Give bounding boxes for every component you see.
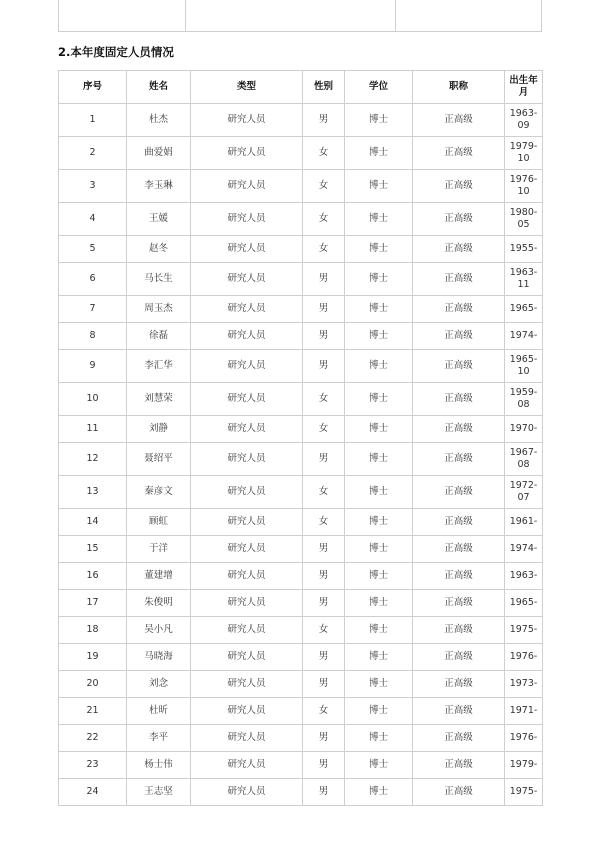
cell-type: 研究人员 xyxy=(191,350,303,383)
cell-birth: 1974- xyxy=(505,323,543,350)
cell-birth: 1979- xyxy=(505,752,543,779)
cell-gender: 男 xyxy=(303,263,345,296)
previous-table-fragment xyxy=(58,0,542,32)
cell-no: 22 xyxy=(59,725,127,752)
cell-no: 3 xyxy=(59,170,127,203)
table-row xyxy=(59,203,543,236)
cell-title: 正高级 xyxy=(413,590,505,617)
cell-gender: 女 xyxy=(303,617,345,644)
cell-name: 曲爱娟 xyxy=(127,137,191,170)
table-row xyxy=(59,383,543,416)
cell-birth: 1975- xyxy=(505,617,543,644)
cell-type: 研究人员 xyxy=(191,563,303,590)
header-gender: 性别 xyxy=(303,71,345,104)
cell-degree: 博士 xyxy=(345,383,413,416)
cell-name: 吴小凡 xyxy=(127,617,191,644)
cell-degree: 博士 xyxy=(345,350,413,383)
cell-degree: 博士 xyxy=(345,443,413,476)
cell-degree: 博士 xyxy=(345,236,413,263)
table-row xyxy=(59,170,543,203)
cell-birth: 1963- xyxy=(505,563,543,590)
table-header-row xyxy=(59,71,543,104)
cell-title: 正高级 xyxy=(413,296,505,323)
section-title: 2.本年度固定人员情况 xyxy=(58,45,174,59)
cell-gender: 男 xyxy=(303,563,345,590)
column-divider xyxy=(395,0,396,31)
cell-name: 刘静 xyxy=(127,416,191,443)
cell-birth: 1963-11 xyxy=(505,263,543,296)
cell-birth: 1976- xyxy=(505,725,543,752)
cell-no: 16 xyxy=(59,563,127,590)
cell-no: 4 xyxy=(59,203,127,236)
table-row xyxy=(59,443,543,476)
cell-birth: 1967-08 xyxy=(505,443,543,476)
cell-name: 刘慧荣 xyxy=(127,383,191,416)
cell-degree: 博士 xyxy=(345,203,413,236)
cell-name: 李玉琳 xyxy=(127,170,191,203)
cell-name: 徐磊 xyxy=(127,323,191,350)
cell-type: 研究人员 xyxy=(191,476,303,509)
cell-no: 19 xyxy=(59,644,127,671)
table-row xyxy=(59,137,543,170)
cell-title: 正高级 xyxy=(413,137,505,170)
cell-name: 马长生 xyxy=(127,263,191,296)
cell-name: 顾虹 xyxy=(127,509,191,536)
cell-degree: 博士 xyxy=(345,752,413,779)
table-row xyxy=(59,779,543,806)
table-row xyxy=(59,590,543,617)
cell-birth: 1976-10 xyxy=(505,170,543,203)
cell-title: 正高级 xyxy=(413,725,505,752)
cell-degree: 博士 xyxy=(345,323,413,350)
cell-type: 研究人员 xyxy=(191,263,303,296)
cell-title: 正高级 xyxy=(413,671,505,698)
cell-name: 马晓海 xyxy=(127,644,191,671)
cell-birth: 1955- xyxy=(505,236,543,263)
cell-no: 1 xyxy=(59,104,127,137)
cell-type: 研究人员 xyxy=(191,443,303,476)
cell-degree: 博士 xyxy=(345,563,413,590)
cell-degree: 博士 xyxy=(345,296,413,323)
table-row xyxy=(59,671,543,698)
cell-gender: 男 xyxy=(303,644,345,671)
cell-title: 正高级 xyxy=(413,236,505,263)
cell-degree: 博士 xyxy=(345,644,413,671)
cell-name: 周玉杰 xyxy=(127,296,191,323)
table-body xyxy=(59,104,543,806)
cell-degree: 博士 xyxy=(345,137,413,170)
cell-title: 正高级 xyxy=(413,698,505,725)
table-row xyxy=(59,104,543,137)
cell-title: 正高级 xyxy=(413,104,505,137)
cell-birth: 1971- xyxy=(505,698,543,725)
cell-title: 正高级 xyxy=(413,383,505,416)
cell-type: 研究人员 xyxy=(191,752,303,779)
cell-no: 20 xyxy=(59,671,127,698)
cell-gender: 男 xyxy=(303,350,345,383)
cell-title: 正高级 xyxy=(413,644,505,671)
cell-degree: 博士 xyxy=(345,725,413,752)
cell-birth: 1973- xyxy=(505,671,543,698)
cell-birth: 1959-08 xyxy=(505,383,543,416)
cell-type: 研究人员 xyxy=(191,236,303,263)
cell-type: 研究人员 xyxy=(191,617,303,644)
cell-gender: 女 xyxy=(303,698,345,725)
table-row xyxy=(59,509,543,536)
cell-birth: 1972-07 xyxy=(505,476,543,509)
cell-title: 正高级 xyxy=(413,536,505,563)
cell-no: 18 xyxy=(59,617,127,644)
cell-type: 研究人员 xyxy=(191,104,303,137)
cell-name: 李平 xyxy=(127,725,191,752)
cell-degree: 博士 xyxy=(345,698,413,725)
cell-gender: 男 xyxy=(303,779,345,806)
cell-gender: 女 xyxy=(303,509,345,536)
table-row xyxy=(59,323,543,350)
cell-no: 13 xyxy=(59,476,127,509)
cell-degree: 博士 xyxy=(345,263,413,296)
cell-no: 5 xyxy=(59,236,127,263)
cell-degree: 博士 xyxy=(345,617,413,644)
cell-type: 研究人员 xyxy=(191,509,303,536)
cell-no: 24 xyxy=(59,779,127,806)
cell-degree: 博士 xyxy=(345,671,413,698)
cell-no: 23 xyxy=(59,752,127,779)
cell-birth: 1965- xyxy=(505,590,543,617)
cell-gender: 男 xyxy=(303,443,345,476)
table-row xyxy=(59,617,543,644)
cell-name: 董建增 xyxy=(127,563,191,590)
cell-gender: 女 xyxy=(303,236,345,263)
table-row xyxy=(59,263,543,296)
cell-gender: 男 xyxy=(303,752,345,779)
cell-birth: 1974- xyxy=(505,536,543,563)
cell-gender: 男 xyxy=(303,296,345,323)
cell-type: 研究人员 xyxy=(191,203,303,236)
cell-degree: 博士 xyxy=(345,509,413,536)
table-row xyxy=(59,296,543,323)
cell-degree: 博士 xyxy=(345,779,413,806)
cell-type: 研究人员 xyxy=(191,383,303,416)
header-type: 类型 xyxy=(191,71,303,104)
cell-title: 正高级 xyxy=(413,443,505,476)
cell-no: 15 xyxy=(59,536,127,563)
cell-title: 正高级 xyxy=(413,617,505,644)
cell-no: 6 xyxy=(59,263,127,296)
cell-gender: 男 xyxy=(303,104,345,137)
header-birth: 出生年月 xyxy=(505,71,543,104)
cell-type: 研究人员 xyxy=(191,671,303,698)
cell-type: 研究人员 xyxy=(191,416,303,443)
cell-name: 刘念 xyxy=(127,671,191,698)
cell-degree: 博士 xyxy=(345,536,413,563)
cell-title: 正高级 xyxy=(413,263,505,296)
cell-gender: 女 xyxy=(303,137,345,170)
cell-gender: 女 xyxy=(303,170,345,203)
cell-name: 王媛 xyxy=(127,203,191,236)
table-row xyxy=(59,476,543,509)
cell-title: 正高级 xyxy=(413,350,505,383)
table-row xyxy=(59,236,543,263)
cell-title: 正高级 xyxy=(413,509,505,536)
cell-type: 研究人员 xyxy=(191,725,303,752)
cell-gender: 男 xyxy=(303,590,345,617)
cell-title: 正高级 xyxy=(413,203,505,236)
cell-no: 21 xyxy=(59,698,127,725)
table-row xyxy=(59,416,543,443)
header-no: 序号 xyxy=(59,71,127,104)
cell-gender: 男 xyxy=(303,671,345,698)
table-row xyxy=(59,563,543,590)
cell-type: 研究人员 xyxy=(191,296,303,323)
cell-degree: 博士 xyxy=(345,590,413,617)
cell-name: 赵冬 xyxy=(127,236,191,263)
cell-gender: 男 xyxy=(303,725,345,752)
cell-title: 正高级 xyxy=(413,416,505,443)
table-row xyxy=(59,752,543,779)
cell-title: 正高级 xyxy=(413,752,505,779)
table-row xyxy=(59,698,543,725)
cell-no: 2 xyxy=(59,137,127,170)
cell-type: 研究人员 xyxy=(191,323,303,350)
staff-table xyxy=(58,70,543,806)
cell-title: 正高级 xyxy=(413,323,505,350)
cell-birth: 1961- xyxy=(505,509,543,536)
cell-birth: 1970- xyxy=(505,416,543,443)
cell-degree: 博士 xyxy=(345,416,413,443)
cell-name: 杨士伟 xyxy=(127,752,191,779)
cell-name: 李汇华 xyxy=(127,350,191,383)
cell-no: 10 xyxy=(59,383,127,416)
cell-title: 正高级 xyxy=(413,779,505,806)
cell-degree: 博士 xyxy=(345,104,413,137)
cell-degree: 博士 xyxy=(345,476,413,509)
cell-gender: 女 xyxy=(303,383,345,416)
cell-type: 研究人员 xyxy=(191,779,303,806)
cell-no: 9 xyxy=(59,350,127,383)
cell-gender: 男 xyxy=(303,536,345,563)
cell-birth: 1979-10 xyxy=(505,137,543,170)
header-degree: 学位 xyxy=(345,71,413,104)
header-name: 姓名 xyxy=(127,71,191,104)
cell-gender: 男 xyxy=(303,323,345,350)
cell-name: 杜昕 xyxy=(127,698,191,725)
table-row xyxy=(59,725,543,752)
header-title: 职称 xyxy=(413,71,505,104)
table-row xyxy=(59,536,543,563)
cell-gender: 女 xyxy=(303,203,345,236)
column-divider xyxy=(185,0,186,31)
cell-no: 7 xyxy=(59,296,127,323)
cell-name: 杜杰 xyxy=(127,104,191,137)
table-row xyxy=(59,644,543,671)
cell-type: 研究人员 xyxy=(191,536,303,563)
cell-type: 研究人员 xyxy=(191,590,303,617)
cell-degree: 博士 xyxy=(345,170,413,203)
cell-name: 王志坚 xyxy=(127,779,191,806)
cell-type: 研究人员 xyxy=(191,137,303,170)
cell-title: 正高级 xyxy=(413,563,505,590)
cell-no: 14 xyxy=(59,509,127,536)
cell-birth: 1965-10 xyxy=(505,350,543,383)
cell-type: 研究人员 xyxy=(191,644,303,671)
cell-gender: 女 xyxy=(303,476,345,509)
cell-name: 于洋 xyxy=(127,536,191,563)
cell-name: 秦彦文 xyxy=(127,476,191,509)
cell-no: 8 xyxy=(59,323,127,350)
cell-title: 正高级 xyxy=(413,170,505,203)
cell-birth: 1975- xyxy=(505,779,543,806)
cell-no: 11 xyxy=(59,416,127,443)
cell-title: 正高级 xyxy=(413,476,505,509)
cell-name: 朱俊明 xyxy=(127,590,191,617)
cell-type: 研究人员 xyxy=(191,170,303,203)
cell-birth: 1963-09 xyxy=(505,104,543,137)
cell-type: 研究人员 xyxy=(191,698,303,725)
cell-gender: 女 xyxy=(303,416,345,443)
cell-no: 17 xyxy=(59,590,127,617)
cell-birth: 1976- xyxy=(505,644,543,671)
cell-name: 聂绍平 xyxy=(127,443,191,476)
cell-no: 12 xyxy=(59,443,127,476)
cell-birth: 1965- xyxy=(505,296,543,323)
cell-birth: 1980-05 xyxy=(505,203,543,236)
table-row xyxy=(59,350,543,383)
